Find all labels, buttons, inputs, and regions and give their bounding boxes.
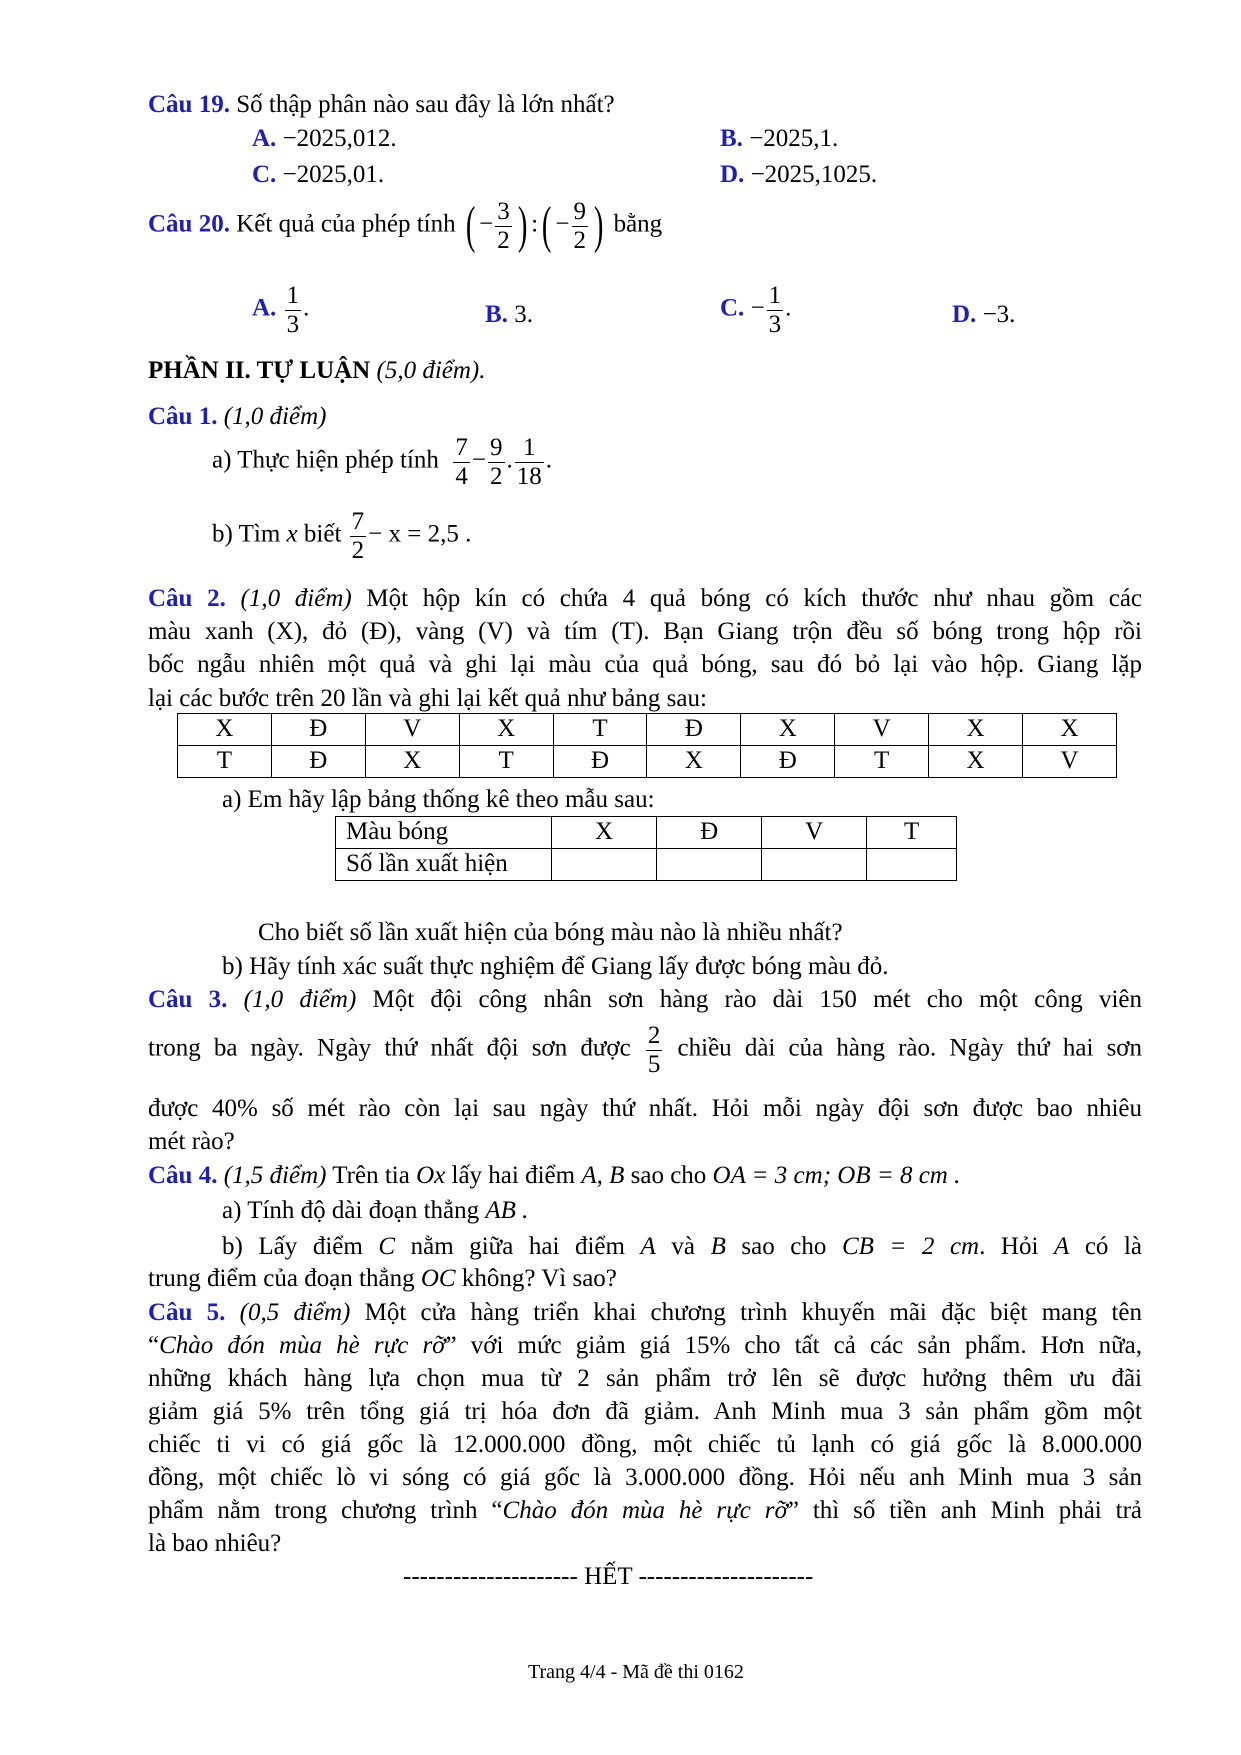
table-cell: T <box>835 746 929 778</box>
table-cell: V <box>365 714 459 746</box>
option-value: −2025,012. <box>282 125 397 152</box>
c4-label: Câu 4. <box>148 1162 218 1189</box>
page-footer: Trang 4/4 - Mã đề thi 0162 <box>528 1661 744 1683</box>
c2-text: Một hộp kín có chứa 4 quả bóng có kích thước như nhau gồm các <box>366 585 1143 612</box>
table-cell <box>552 849 657 881</box>
c3-text: Một đội công nhân sơn hàng rào dài 150 mét cho một công viên <box>372 986 1143 1013</box>
c5-line-5: chiếc ti vi có giá gốc là 12.000.000 đồng, một chiếc tủ lạnh có giá gốc là 8.000.000 <box>148 1431 1142 1458</box>
c5-score: (0,5 điểm) <box>239 1299 351 1326</box>
c4-text: nằm giữa hai điểm <box>410 1233 625 1260</box>
minus-sign: − <box>479 210 494 238</box>
denominator: 3 <box>286 310 300 338</box>
c5-text: ” với mức giảm giá 15% cho tất cả các sản phẩm. Hơn nữa, <box>445 1332 1142 1359</box>
q20-option-a <box>252 282 309 338</box>
table-cell: X <box>929 714 1023 746</box>
stat-count-row <box>336 849 957 881</box>
option-value: −2025,1025. <box>750 161 878 188</box>
c4-text: trung điểm của đoạn thẳng <box>148 1265 415 1292</box>
denominator: 2 <box>351 536 365 564</box>
c2-part-b: b) Hãy tính xác suất thực nghiệm để Giang lấy được bóng màu đỏ. <box>222 953 889 980</box>
divide-sign: : <box>531 210 539 238</box>
option-key: C. <box>252 161 277 188</box>
q19-option-b <box>720 124 838 155</box>
c4-segment: AB . <box>485 1197 529 1224</box>
numerator: 1 <box>286 282 300 309</box>
c1-a-text: a) Thực hiện phép tính <box>212 446 439 474</box>
c2-part-a: a) Em hãy lập bảng thống kê theo mẫu sau: <box>222 786 655 813</box>
c2-line-1 <box>148 584 1142 615</box>
c3-line-2 <box>148 1022 1142 1078</box>
fraction <box>515 434 544 490</box>
option-value: −2025,01. <box>282 161 385 188</box>
q20-stem <box>148 198 662 254</box>
minus-sign: − <box>471 446 487 474</box>
numerator: 3 <box>497 198 510 225</box>
table-cell: Số lần xuất hiện <box>336 849 552 881</box>
c2-score: (1,0 điểm) <box>240 585 352 612</box>
option-value: −2025,1. <box>749 125 839 152</box>
denominator: 2 <box>573 226 586 254</box>
c3-line-3: được 40% số mét rào còn lại sau ngày thứ nhất. Hỏi mỗi ngày đội sơn được bao nhiêu <box>148 1095 1142 1122</box>
c5-line-8: là bao nhiêu? <box>148 1530 282 1557</box>
table-cell: T <box>867 817 957 849</box>
fraction <box>572 198 589 254</box>
fraction <box>495 198 512 254</box>
table-cell: X <box>459 714 553 746</box>
point-a: A <box>640 1233 656 1260</box>
q19-text: Số thập phân nào sau đây là lớn nhất? <box>236 91 615 118</box>
table-cell: V <box>762 817 867 849</box>
denominator: 18 <box>516 462 542 490</box>
c3-score: (1,0 điểm) <box>243 986 357 1013</box>
c4-points: A, B <box>581 1162 625 1189</box>
c2-label: Câu 2. <box>148 585 226 612</box>
dot-sign: . <box>506 446 513 474</box>
results-table <box>177 713 1117 778</box>
c5-line-4: giảm giá 5% trên tổng giá trị hóa đơn đã giảm. Anh Minh mua 3 sản phẩm gồm một <box>148 1398 1142 1425</box>
table-cell: X <box>741 714 835 746</box>
equation-rest: − x = 2,5 . <box>368 520 472 548</box>
c1-part-a <box>212 434 552 490</box>
q20-option-c <box>720 282 791 338</box>
table-cell: Màu bóng <box>336 817 552 849</box>
numerator: 9 <box>573 198 586 225</box>
option-key: A. <box>252 125 277 152</box>
c4-text: a) Tính độ dài đoạn thẳng <box>222 1197 480 1224</box>
numerator: 9 <box>490 434 503 461</box>
fraction <box>767 282 784 338</box>
results-row-1 <box>178 714 1117 746</box>
numerator: 1 <box>768 282 782 309</box>
c1-b-text2: biết <box>303 520 342 548</box>
numerator: 1 <box>515 434 544 463</box>
q20-option-b <box>485 300 533 331</box>
c4-condition: CB = 2 cm <box>841 1233 980 1260</box>
table-cell: X <box>929 746 1023 778</box>
table-cell <box>657 849 762 881</box>
minus-sign: − <box>750 294 765 322</box>
fraction <box>453 434 470 490</box>
c1-label: Câu 1. <box>148 403 218 430</box>
c4-text: không? Vì sao? <box>461 1265 617 1292</box>
c3-line-4: mét rào? <box>148 1128 235 1155</box>
c1-score: (1,0 điểm) <box>223 403 327 430</box>
c5-label: Câu 5. <box>148 1299 226 1326</box>
point-a: A <box>1053 1233 1070 1260</box>
part2-title: PHẦN II. TỰ LUẬN <box>148 357 371 384</box>
q19-option-c <box>252 160 384 191</box>
c5-text: phẩm nằm trong chương trình “ <box>148 1497 503 1524</box>
open-paren: ( <box>541 197 552 254</box>
point-c: C <box>378 1233 396 1260</box>
option-suffix: . <box>303 294 310 322</box>
denominator: 2 <box>490 462 503 490</box>
c3-text: chiều dài của hàng rào. Ngày thứ hai sơn <box>677 1034 1143 1062</box>
c2-line-4: lại các bước trên 20 lần và ghi lại kết quả như bảng sau: <box>148 685 707 712</box>
table-cell: T <box>178 746 272 778</box>
table-cell <box>867 849 957 881</box>
table-cell: V <box>1023 746 1117 778</box>
q19-option-d <box>720 160 877 191</box>
numerator: 7 <box>455 434 468 461</box>
table-cell: Đ <box>553 746 647 778</box>
table-cell: Đ <box>657 817 762 849</box>
end-marker: --------------------- HẾT --------------------- <box>403 1563 814 1590</box>
c4-part-b-line-1 <box>222 1232 1142 1263</box>
c4-text: Trên tia <box>332 1162 410 1189</box>
c4-part-a <box>222 1196 528 1227</box>
c2-a-question: Cho biết số lần xuất hiện của bóng màu nào là nhiều nhất? <box>258 919 843 946</box>
c5-line-6: đồng, một chiếc lò vi sóng có giá gốc là 3.000.000 đồng. Hỏi nếu anh Minh mua 3 sản <box>148 1464 1142 1491</box>
c5-promo-name: Chào đón mùa hè rực rỡ <box>502 1497 788 1524</box>
c4-text: sao cho <box>630 1162 707 1189</box>
variable-x: x <box>286 520 298 548</box>
c4-segment: OC <box>420 1265 456 1292</box>
c5-line-3: những khách hàng lựa chọn mua từ 2 sản phẩm trở lên sẽ được hưởng thêm ưu đãi <box>148 1365 1142 1392</box>
c5-line-2: “Chào đón mùa hè rực rỡ” với mức giảm giá 15% cho tất cả các sản phẩm. Hơn nữa, <box>148 1332 1142 1359</box>
q20-tail: bằng <box>613 210 663 238</box>
c4-text: lấy hai điểm <box>451 1162 576 1189</box>
end-dot: . <box>545 446 553 474</box>
denominator: 5 <box>647 1050 661 1078</box>
c4-text: . Hỏi <box>979 1233 1039 1260</box>
table-cell: Đ <box>271 714 365 746</box>
point-b: B <box>710 1233 726 1260</box>
option-key: B. <box>720 125 743 152</box>
c4-text: có là <box>1084 1233 1143 1260</box>
c4-ray: Ox <box>416 1162 446 1189</box>
c1-heading <box>148 402 326 433</box>
table-cell: X <box>647 746 741 778</box>
c4-line-1 <box>148 1161 960 1192</box>
c5-promo-name: Chào đón mùa hè rực rỡ <box>159 1332 446 1359</box>
table-cell: Đ <box>741 746 835 778</box>
option-key: A. <box>252 294 277 322</box>
c4-score: (1,5 điểm) <box>223 1162 327 1189</box>
q20-label: Câu 20. <box>148 210 230 238</box>
c4-text: sao cho <box>741 1233 827 1260</box>
c3-line-1 <box>148 985 1142 1016</box>
c4-text: và <box>671 1233 695 1260</box>
q19-label: Câu 19. <box>148 91 230 118</box>
fraction <box>646 1022 663 1078</box>
stat-header-row <box>336 817 957 849</box>
c5-text: Một cửa hàng triển khai chương trình khuyến mãi đặc biệt mang tên <box>364 1299 1142 1326</box>
q20-text: Kết quả của phép tính <box>236 210 456 238</box>
c5-text: ” thì số tiền anh Minh phải trả <box>787 1497 1143 1524</box>
table-cell: T <box>459 746 553 778</box>
table-cell: T <box>553 714 647 746</box>
close-paren: ) <box>593 197 604 254</box>
option-key: B. <box>485 301 508 328</box>
table-cell: X <box>178 714 272 746</box>
c1-part-b <box>212 508 471 564</box>
part2-score: (5,0 điểm). <box>376 357 486 384</box>
c4-text: b) Lấy điểm <box>222 1233 363 1260</box>
table-cell: Đ <box>271 746 365 778</box>
numerator: 2 <box>647 1022 661 1049</box>
fraction <box>488 434 505 490</box>
fraction <box>285 282 302 338</box>
open-paren: ( <box>465 197 476 254</box>
table-cell: V <box>835 714 929 746</box>
table-cell: X <box>1023 714 1117 746</box>
statistics-table <box>335 816 957 881</box>
option-suffix: . <box>785 294 792 322</box>
option-key: C. <box>720 294 745 322</box>
c3-label: Câu 3. <box>148 986 228 1013</box>
c2-line-3: bốc ngẫu nhiên một quả và ghi lại màu của quả bóng, sau đó bỏ lại vào hộp. Giang lặp <box>148 651 1142 678</box>
table-cell: Đ <box>647 714 741 746</box>
denominator: 4 <box>455 462 468 490</box>
close-paren: ) <box>517 197 528 254</box>
c5-line-7 <box>148 1496 1142 1527</box>
minus-sign: − <box>555 210 570 238</box>
q20-option-d <box>952 300 1015 331</box>
numerator: 7 <box>351 508 365 535</box>
option-key: D. <box>952 301 977 328</box>
q19-option-a <box>252 124 397 155</box>
c4-condition: OA = 3 cm; OB = 8 cm . <box>712 1162 961 1189</box>
fraction <box>350 508 367 564</box>
table-cell: X <box>365 746 459 778</box>
results-row-2 <box>178 746 1117 778</box>
c5-line-1 <box>148 1298 1142 1329</box>
denominator: 3 <box>768 310 782 338</box>
c1-b-text: b) Tìm <box>212 520 281 548</box>
c2-line-2: màu xanh (X), đỏ (Đ), vàng (V) và tím (T). Bạn Giang trộn đều số bóng trong hộp rồi <box>148 618 1142 645</box>
denominator: 2 <box>497 226 510 254</box>
part2-heading <box>148 356 486 387</box>
c4-part-b-line-2 <box>148 1264 617 1295</box>
table-cell <box>762 849 867 881</box>
c3-text: trong ba ngày. Ngày thứ nhất đội sơn được <box>148 1034 631 1062</box>
table-cell: X <box>552 817 657 849</box>
option-value: 3. <box>514 301 533 328</box>
q19-stem <box>148 90 615 121</box>
option-key: D. <box>720 161 745 188</box>
option-value: −3. <box>982 301 1016 328</box>
